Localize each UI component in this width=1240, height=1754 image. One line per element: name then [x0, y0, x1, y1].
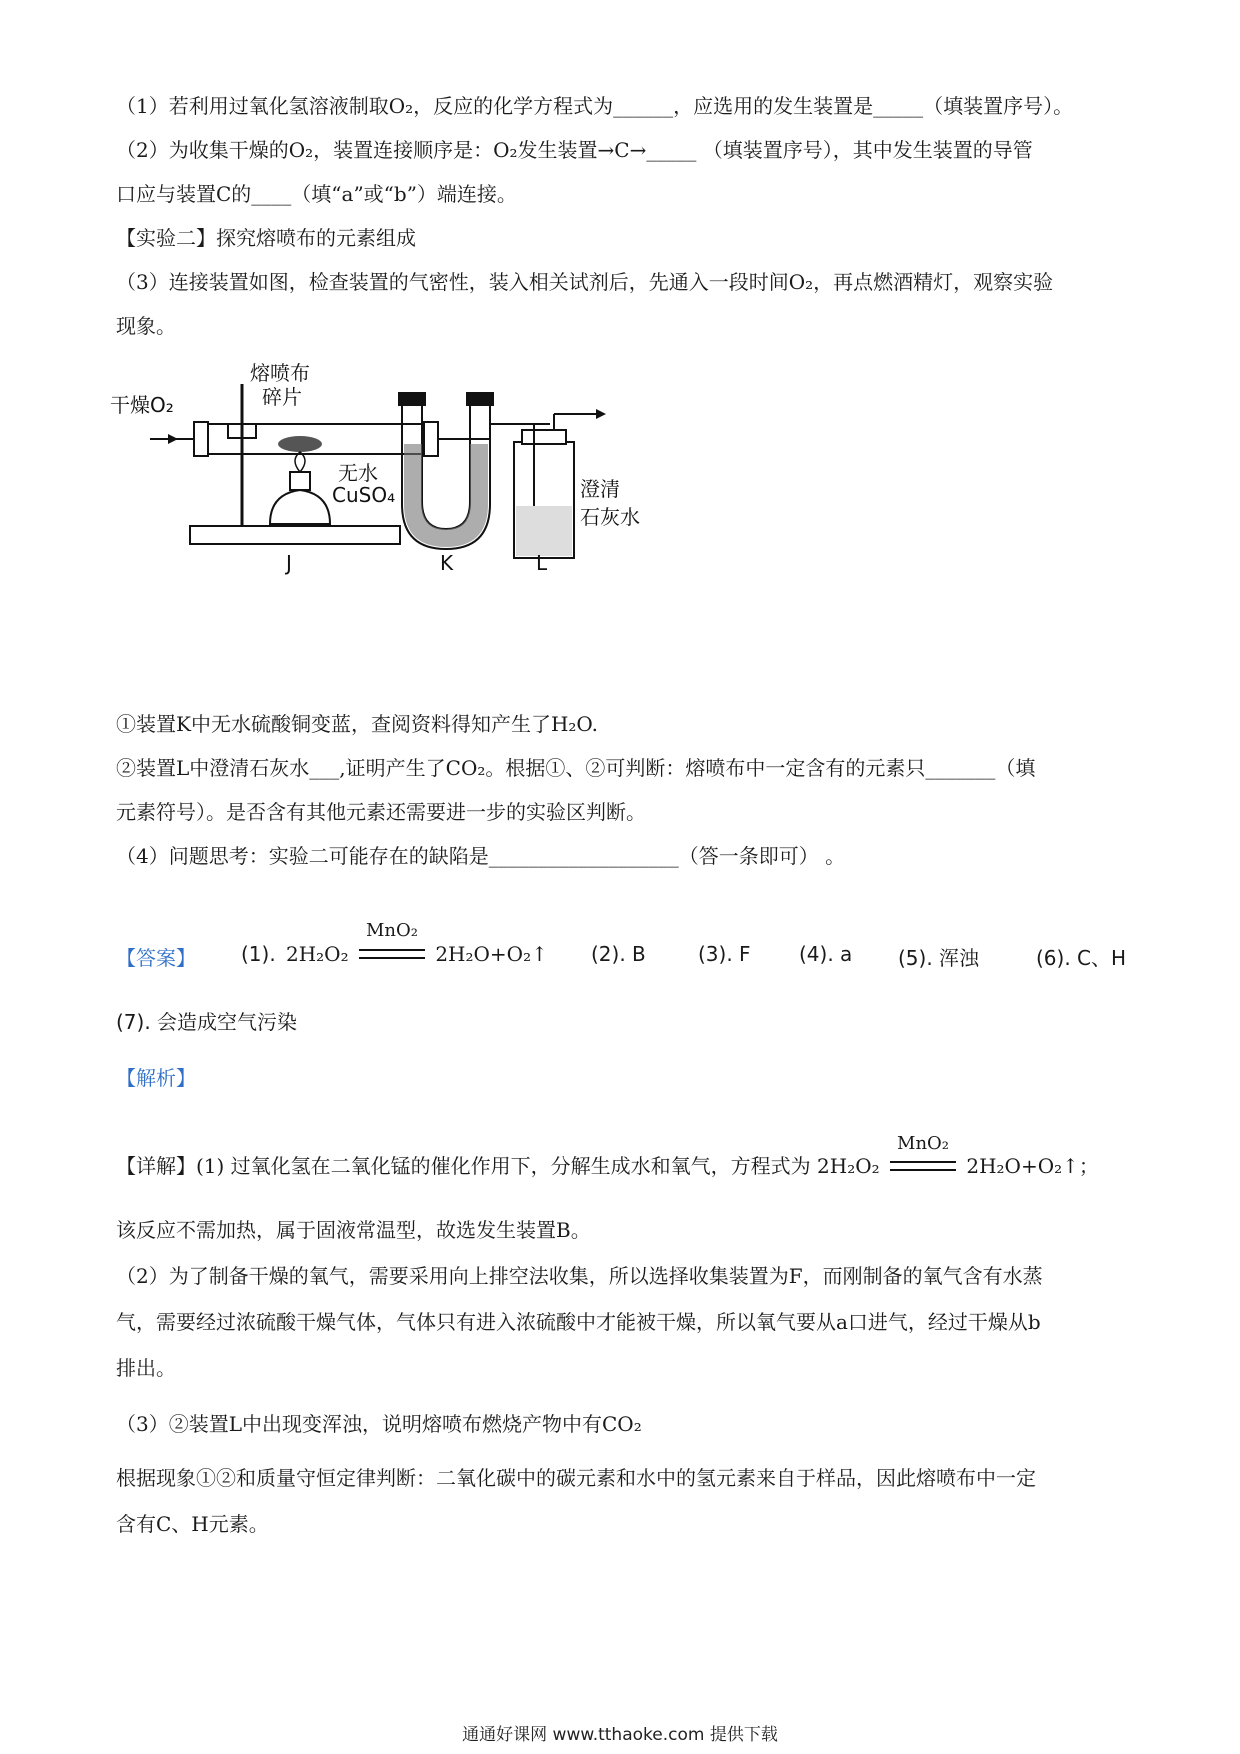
- question-2-line-1: （2）为收集干燥的O₂，装置连接顺序是：O₂发生装置→C→_____ （填装置序号），其中发生装置的导管: [116, 138, 1033, 162]
- label-cuso4-2: CuSO₄: [332, 483, 396, 507]
- detail-1-text: 【详解】(1) 过氧化氢在二氧化锰的催化作用下，分解生成水和氧气，方程式为: [116, 1154, 811, 1178]
- label-cloth-1: 熔喷布: [250, 361, 310, 385]
- detail-3-line-1: （3）②装置L中出现变浑浊，说明熔喷布燃烧产物中有CO₂: [116, 1412, 642, 1436]
- detail-3-line-3: 含有C、H元素。: [116, 1512, 269, 1536]
- label-lime-1: 澄清: [580, 477, 620, 501]
- detail-2-line-1: （2）为了制备干燥的氧气，需要采用向上排空法收集，所以选择收集装置为F，而刚制备的氧气含有水蒸: [116, 1264, 1043, 1288]
- observation-1: ①装置K中无水硫酸铜变蓝，查阅资料得知产生了H₂O.: [116, 712, 598, 736]
- stand-base: [190, 526, 400, 544]
- detail-2-line-2: 气，需要经过浓硫酸干燥气体，气体只有进入浓硫酸中才能被干燥，所以氧气要从a口进气，经过干燥从b: [116, 1310, 1041, 1334]
- answer-1-arrow: [355, 920, 429, 966]
- footer-source: 通通好课网 www.tthaoke.com 提供下载: [462, 1725, 778, 1745]
- lamp-wick: [290, 472, 310, 490]
- experiment-2-title: 【实验二】探究熔喷布的元素组成: [116, 226, 416, 250]
- alcohol-lamp: [270, 490, 330, 524]
- answer-row: [116, 920, 1136, 982]
- u-tube-stopper-right: [466, 392, 494, 406]
- analysis-label: 【解析】: [116, 1066, 196, 1090]
- u-tube-stopper-left: [398, 392, 426, 406]
- label-k: K: [440, 551, 454, 575]
- lime-water: [516, 506, 572, 556]
- question-3-line-1: （3）连接装置如图，检查装置的气密性，装入相关试剂后，先通入一段时间O₂，再点燃酒精灯，观察实验: [116, 270, 1054, 294]
- question-2-line-2: 口应与装置C的____（填“a”或“b”）端连接。: [116, 182, 517, 206]
- apparatus-diagram: [110, 361, 730, 644]
- label-lime-2: 石灰水: [580, 505, 640, 529]
- cuso4-fill: [404, 444, 488, 547]
- answer-7: (7). 会造成空气污染: [116, 1010, 298, 1034]
- bottle-stopper: [522, 430, 566, 444]
- answer-4: (4). a: [799, 942, 853, 966]
- label-dry-o2: 干燥O₂: [110, 393, 174, 417]
- answer-1-catalyst: MnO₂: [365, 920, 418, 941]
- observation-2-line-2: 元素符号）。是否含有其他元素还需要进一步的实验区判断。: [116, 800, 646, 824]
- answer-1-product: 2H₂O+O₂↑: [435, 942, 548, 966]
- answer-1-number: (1).: [241, 942, 276, 966]
- detail-1-reactant: 2H₂O₂: [817, 1154, 880, 1178]
- tube-stopper-right: [424, 422, 438, 456]
- detail-1-arrow: [886, 1133, 960, 1180]
- observation-2-line-1: ②装置L中澄清石灰水___,证明产生了CO₂。根据①、②可判断：熔喷布中一定含有的元素只_______（填: [116, 756, 1036, 780]
- inlet-arrow-icon: [168, 434, 178, 444]
- detail-2-line-3: 排出。: [116, 1356, 176, 1380]
- answer-2: (2). B: [591, 942, 646, 966]
- label-cloth-2: 碎片: [262, 385, 302, 409]
- outlet-arrow-icon: [596, 409, 606, 419]
- question-4: （4）问题思考：实验二可能存在的缺陷是___________________（答一条即可） 。: [116, 844, 846, 868]
- apparatus-figure: [110, 361, 730, 644]
- answer-6: (6). C、H: [1036, 946, 1127, 970]
- label-l: L: [536, 551, 548, 575]
- label-cuso4-1: 无水: [338, 461, 378, 485]
- question-3-line-2: 现象。: [116, 314, 176, 338]
- detail-1-line-1: [116, 1133, 1099, 1180]
- question-1: （1）若利用过氧化氢溶液制取O₂，反应的化学方程式为______，应选用的发生装置是_____（填装置序号）。: [116, 94, 1074, 118]
- answer-1-equation: [286, 920, 548, 966]
- answer-3: (3). F: [698, 942, 751, 966]
- cloth-pieces: [278, 436, 322, 452]
- detail-1-line-2: 该反应不需加热，属于固液常温型，故选发生装置B。: [116, 1218, 591, 1242]
- answer-label: 【答案】: [116, 946, 196, 970]
- label-j: J: [286, 551, 292, 575]
- detail-3-line-2: 根据现象①②和质量守恒定律判断：二氧化碳中的碳元素和水中的氢元素来自于样品，因此熔喷布中一定: [116, 1466, 1036, 1490]
- detail-1-product: 2H₂O+O₂↑；: [966, 1154, 1099, 1178]
- answer-1-reactant: 2H₂O₂: [286, 942, 349, 966]
- answer-5: (5). 浑浊: [898, 946, 980, 970]
- tube-stopper-left: [194, 422, 208, 456]
- detail-1-catalyst: MnO₂: [897, 1133, 950, 1154]
